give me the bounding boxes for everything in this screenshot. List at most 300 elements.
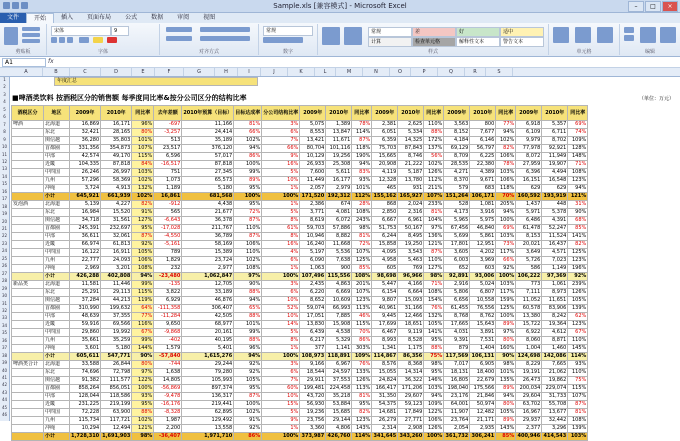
table-cell[interactable]: 2,850: [372, 209, 398, 217]
table-cell[interactable]: -9,478: [154, 393, 182, 401]
table-cell[interactable]: 122%: [132, 377, 154, 385]
row-header[interactable]: 11: [1, 151, 8, 157]
row-header[interactable]: 3: [3, 91, 6, 97]
table-cell[interactable]: 2,977: [182, 265, 234, 273]
table-cell[interactable]: 123%: [352, 297, 372, 305]
table-cell[interactable]: 125%: [568, 249, 588, 257]
table-cell[interactable]: 28,165: [101, 129, 132, 137]
table-cell[interactable]: 3,601: [70, 345, 101, 353]
cell-style-7[interactable]: 警告文本: [500, 37, 544, 47]
table-cell[interactable]: 232,697: [101, 225, 132, 233]
table-cell[interactable]: 中部: [44, 233, 70, 241]
table-cell[interactable]: 15,665: [372, 153, 398, 161]
table-cell[interactable]: 6,667: [372, 217, 398, 225]
table-cell[interactable]: 97,369: [542, 273, 568, 281]
table-cell[interactable]: 26,246: [70, 169, 101, 177]
table-cell[interactable]: 92%: [132, 241, 154, 249]
table-cell[interactable]: 102%: [234, 409, 262, 417]
row-header[interactable]: 46: [1, 412, 8, 418]
table-cell[interactable]: [12, 193, 44, 201]
table-cell[interactable]: 77,978: [516, 145, 542, 153]
table-cell[interactable]: 21,062: [542, 369, 568, 377]
table-cell[interactable]: 3,605: [444, 249, 470, 257]
row-header[interactable]: 4: [3, 99, 6, 105]
table-cell[interactable]: 76,556: [470, 305, 496, 313]
table-cell[interactable]: 111,577: [101, 377, 132, 385]
tab-5[interactable]: 数据: [151, 14, 164, 21]
table-cell[interactable]: 10,129: [300, 153, 326, 161]
table-cell[interactable]: 5,024: [470, 281, 496, 289]
tab-1[interactable]: 开始: [26, 13, 54, 23]
table-cell[interactable]: 1,073: [154, 177, 182, 185]
table-cell[interactable]: 219,199: [101, 401, 132, 409]
table-cell[interactable]: 31,350: [372, 393, 398, 401]
table-cell[interactable]: [12, 401, 44, 409]
tab-6[interactable]: 审阅: [177, 14, 190, 21]
header-cell[interactable]: 2010年: [101, 106, 132, 121]
table-cell[interactable]: 172%: [424, 137, 444, 145]
table-cell[interactable]: 112%: [424, 177, 444, 185]
table-cell[interactable]: 66%: [262, 145, 300, 153]
table-cell[interactable]: 7,600: [300, 169, 326, 177]
table-cell[interactable]: 141%: [424, 329, 444, 337]
table-cell[interactable]: 87%: [234, 233, 262, 241]
table-cell[interactable]: 9,391: [444, 337, 470, 345]
table-cell[interactable]: 98%: [424, 273, 444, 281]
table-cell[interactable]: 60,578: [516, 305, 542, 313]
table-cell[interactable]: 8,762: [470, 313, 496, 321]
table-cell[interactable]: 126%: [352, 377, 372, 385]
table-cell[interactable]: [12, 385, 44, 393]
font-size-select[interactable]: 9: [111, 26, 129, 36]
table-cell[interactable]: 106%: [424, 417, 444, 425]
table-cell[interactable]: 229,074: [542, 385, 568, 393]
table-cell[interactable]: 8,576: [372, 361, 398, 369]
table-cell[interactable]: 101%: [132, 137, 154, 145]
table-cell[interactable]: 211,767: [182, 225, 234, 233]
table-cell[interactable]: 106,171: [471, 193, 495, 199]
table-cell[interactable]: 331,356: [70, 145, 101, 153]
table-cell[interactable]: 100%: [234, 193, 262, 201]
table-cell[interactable]: 8%: [262, 233, 300, 241]
table-cell[interactable]: 96%: [132, 121, 154, 129]
table-cell[interactable]: 858,264: [70, 385, 101, 393]
table-cell[interactable]: [12, 177, 44, 185]
table-cell[interactable]: 13,558: [182, 425, 234, 433]
table-cell[interactable]: 141%: [568, 233, 588, 241]
table-cell[interactable]: 76%: [352, 361, 372, 369]
table-cell[interactable]: 97%: [496, 329, 516, 337]
row-header[interactable]: 34: [1, 322, 8, 328]
table-cell[interactable]: 2,908: [398, 425, 424, 433]
header-cell[interactable]: 2010年: [470, 106, 496, 121]
table-cell[interactable]: 231,225: [70, 401, 101, 409]
table-cell[interactable]: 101%: [234, 321, 262, 329]
table-cell[interactable]: 78%: [352, 121, 372, 129]
table-cell[interactable]: [12, 305, 44, 313]
table-cell[interactable]: 関信越: [44, 217, 70, 225]
table-cell[interactable]: 6,664: [398, 289, 424, 297]
table-cell[interactable]: 106,222: [517, 273, 541, 279]
table-cell[interactable]: 17,699: [372, 321, 398, 329]
table-cell[interactable]: 81%: [424, 209, 444, 217]
table-cell[interactable]: 6,220: [300, 289, 326, 297]
table-cell[interactable]: 193,919: [543, 193, 567, 199]
table-cell[interactable]: 82%: [352, 409, 372, 417]
table-cell[interactable]: 3,916: [470, 209, 496, 217]
table-cell[interactable]: 31%: [568, 201, 588, 209]
table-cell[interactable]: 109%: [352, 353, 372, 361]
table-cell[interactable]: 88%: [424, 129, 444, 137]
table-cell[interactable]: 94%: [132, 273, 154, 281]
table-cell[interactable]: 306,241: [471, 433, 495, 439]
table-cell[interactable]: 49,170: [101, 153, 132, 161]
table-cell[interactable]: -8,328: [154, 409, 182, 417]
table-cell[interactable]: 15,858: [372, 241, 398, 249]
row-header[interactable]: 6: [3, 114, 6, 120]
table-cell[interactable]: 19,191: [516, 369, 542, 377]
table-cell[interactable]: 3,771: [300, 209, 326, 217]
table-cell[interactable]: [12, 313, 44, 321]
table-cell[interactable]: 110%: [234, 225, 262, 233]
table-cell[interactable]: 7,111: [516, 289, 542, 297]
table-cell[interactable]: 6,359: [372, 137, 398, 145]
font-name-select[interactable]: 宋体: [51, 26, 111, 36]
table-cell[interactable]: 7,531: [470, 337, 496, 345]
table-cell[interactable]: 1,829: [154, 257, 182, 265]
table-cell[interactable]: 13,780: [398, 177, 424, 185]
table-cell[interactable]: 北海道: [44, 121, 70, 129]
table-cell[interactable]: 122%: [424, 409, 444, 417]
table-cell[interactable]: 132%: [424, 313, 444, 321]
table-cell[interactable]: 105%: [234, 377, 262, 385]
table-cell[interactable]: 32,442: [542, 417, 568, 425]
table-cell[interactable]: 603: [470, 265, 496, 273]
table-cell[interactable]: 11,907: [444, 409, 470, 417]
table-cell[interactable]: 5,611: [326, 169, 352, 177]
table-cell[interactable]: 11,052: [516, 297, 542, 305]
table-cell[interactable]: 24,414: [182, 129, 234, 137]
table-cell[interactable]: 108,973: [301, 353, 325, 359]
table-cell[interactable]: 143%: [352, 425, 372, 433]
table-cell[interactable]: 16,861: [154, 193, 182, 201]
table-cell[interactable]: 118,586: [101, 393, 132, 401]
table-cell[interactable]: 9,807: [372, 297, 398, 305]
table-cell[interactable]: 629: [542, 185, 568, 193]
row-header[interactable]: 28: [1, 278, 8, 284]
table-cell[interactable]: 66,974: [70, 241, 101, 249]
table-cell[interactable]: 1,389: [326, 121, 352, 129]
header-cell[interactable]: 同比率: [132, 106, 154, 121]
table-cell[interactable]: 1%: [262, 185, 300, 193]
table-cell[interactable]: 1,061: [542, 281, 568, 289]
table-cell[interactable]: 115,556: [327, 273, 351, 279]
table-cell[interactable]: [12, 233, 44, 241]
table-cell[interactable]: 29,607: [398, 393, 424, 401]
table-cell[interactable]: 3,201: [101, 265, 132, 273]
table-cell[interactable]: 681,568: [182, 193, 234, 201]
table-cell[interactable]: 69%: [496, 225, 516, 233]
row-header[interactable]: 27: [1, 270, 8, 276]
row-header[interactable]: 44: [1, 397, 8, 403]
table-cell[interactable]: 4,271: [444, 169, 470, 177]
table-cell[interactable]: 67%: [568, 329, 588, 337]
table-cell[interactable]: 69%: [568, 121, 588, 129]
table-cell[interactable]: [12, 209, 44, 217]
table-cell[interactable]: 82%: [568, 241, 588, 249]
table-cell[interactable]: 8,702: [542, 137, 568, 145]
table-cell[interactable]: 8,495: [398, 233, 424, 241]
table-cell[interactable]: [12, 425, 44, 433]
table-cell[interactable]: 17,665: [444, 321, 470, 329]
table-cell[interactable]: 57,296: [70, 177, 101, 185]
table-cell[interactable]: 18,651: [398, 321, 424, 329]
table-cell[interactable]: 4,095: [372, 249, 398, 257]
table-cell[interactable]: 108%: [568, 169, 588, 177]
table-cell[interactable]: 769: [398, 265, 424, 273]
table-cell[interactable]: 26,933: [300, 161, 326, 169]
table-cell[interactable]: 233%: [424, 201, 444, 209]
table-cell[interactable]: 114%: [352, 433, 372, 441]
table-cell[interactable]: 2,935: [470, 425, 496, 433]
table-cell[interactable]: 9%: [262, 153, 300, 161]
table-cell[interactable]: 小计: [44, 273, 70, 281]
paste-icon[interactable]: [4, 27, 18, 45]
table-cell[interactable]: 6%: [262, 129, 300, 137]
table-cell[interactable]: 16,548: [542, 177, 568, 185]
table-cell[interactable]: 35,803: [101, 137, 132, 145]
table-cell[interactable]: 中四国: [44, 409, 70, 417]
table-cell[interactable]: 100%: [262, 193, 300, 201]
table-cell[interactable]: 87%: [424, 249, 444, 257]
table-cell[interactable]: 205%: [496, 201, 516, 209]
table-cell[interactable]: 29,937: [516, 417, 542, 425]
row-header[interactable]: 31: [1, 300, 8, 306]
table-cell[interactable]: 11,949: [542, 153, 568, 161]
table-cell[interactable]: 113%: [352, 385, 372, 393]
table-cell[interactable]: 近畿: [44, 401, 70, 409]
table-cell[interactable]: 34,718: [70, 217, 101, 225]
table-cell[interactable]: 8,882: [326, 233, 352, 241]
column-header-D[interactable]: D: [101, 68, 132, 76]
row-header[interactable]: 41: [1, 375, 8, 380]
table-cell[interactable]: 87%: [568, 401, 588, 409]
table-cell[interactable]: 6,486: [516, 217, 542, 225]
table-cell[interactable]: 东北: [44, 209, 70, 217]
table-cell[interactable]: 7,017: [444, 361, 470, 369]
table-cell[interactable]: 5,965: [444, 217, 470, 225]
table-cell[interactable]: 97%: [424, 225, 444, 233]
table-cell[interactable]: 28%: [352, 201, 372, 209]
table-cell[interactable]: 115%: [568, 385, 588, 393]
table-cell[interactable]: 31,166: [398, 305, 424, 313]
tab-4[interactable]: 公式: [125, 14, 138, 21]
header-cell[interactable]: 同比率: [496, 106, 516, 121]
row-header[interactable]: 30: [1, 293, 8, 299]
table-cell[interactable]: 102%: [132, 417, 154, 425]
table-cell[interactable]: 108%: [568, 417, 588, 425]
table-cell[interactable]: 29,860: [70, 329, 101, 337]
table-cell[interactable]: 199,632: [101, 305, 132, 313]
table-cell[interactable]: 96,966: [398, 273, 424, 281]
table-cell[interactable]: 99%: [132, 281, 154, 289]
column-header-M[interactable]: M: [336, 68, 363, 76]
table-cell[interactable]: 6,439: [300, 329, 326, 337]
table-cell[interactable]: 东北: [44, 369, 70, 377]
table-cell[interactable]: 100%: [234, 161, 262, 169]
column-header-L[interactable]: L: [315, 68, 336, 76]
align-top-icon[interactable]: [166, 27, 192, 32]
table-cell[interactable]: 13,847: [326, 129, 352, 137]
table-cell[interactable]: 46,876: [182, 297, 234, 305]
table-cell[interactable]: 中部: [44, 393, 70, 401]
table-cell[interactable]: 116%: [132, 321, 154, 329]
table-cell[interactable]: 29,604: [516, 393, 542, 401]
table-cell[interactable]: 94%: [234, 297, 262, 305]
table-cell[interactable]: 171,206: [398, 385, 424, 393]
table-cell[interactable]: [12, 145, 44, 153]
table-cell[interactable]: 143%: [496, 425, 516, 433]
table-cell[interactable]: 中四国: [44, 169, 70, 177]
maximize-button[interactable]: □: [645, 1, 661, 12]
table-cell[interactable]: 465: [372, 185, 398, 193]
table-cell[interactable]: 71%: [424, 281, 444, 289]
table-cell[interactable]: 109%: [568, 137, 588, 145]
table-cell[interactable]: 5,197: [300, 249, 326, 257]
row-header[interactable]: 37: [1, 345, 8, 351]
table-cell[interactable]: 59,123: [398, 401, 424, 409]
table-cell[interactable]: 10,946: [300, 233, 326, 241]
table-cell[interactable]: 136%: [424, 233, 444, 241]
table-cell[interactable]: -11,284: [154, 313, 182, 321]
table-cell[interactable]: [12, 289, 44, 297]
table-cell[interactable]: -744: [154, 361, 182, 369]
table-cell[interactable]: 652: [444, 265, 470, 273]
table-cell[interactable]: 81%: [352, 393, 372, 401]
table-cell[interactable]: 5%: [262, 169, 300, 177]
table-cell[interactable]: 93,006: [470, 273, 496, 281]
table-cell[interactable]: 95%: [234, 201, 262, 209]
table-cell[interactable]: 4,166: [398, 281, 424, 289]
fill-color-icon[interactable]: [93, 37, 103, 43]
format-as-table-icon[interactable]: [344, 27, 362, 45]
table-cell[interactable]: 26,473: [516, 377, 542, 385]
table-cell[interactable]: 1,062,847: [182, 273, 234, 281]
table-cell[interactable]: 198,040: [444, 385, 470, 393]
table-cell[interactable]: 1%: [262, 425, 300, 433]
table-cell[interactable]: 79,280: [182, 369, 234, 377]
table-cell[interactable]: 68,977: [182, 321, 234, 329]
border-icon[interactable]: [79, 37, 89, 43]
merge-center-icon[interactable]: [200, 36, 250, 41]
row-header[interactable]: 45: [1, 404, 8, 410]
table-cell[interactable]: 61,478: [516, 225, 542, 233]
table-cell[interactable]: 16%: [262, 241, 300, 249]
table-cell[interactable]: 3,543: [398, 249, 424, 257]
worksheet[interactable]: [10, 77, 680, 439]
table-cell[interactable]: 3,822: [154, 289, 182, 297]
copy-icon[interactable]: [22, 33, 40, 37]
table-cell[interactable]: 897,374: [182, 385, 234, 393]
table-cell[interactable]: -912: [154, 201, 182, 209]
table-cell[interactable]: 5%: [262, 329, 300, 337]
table-cell[interactable]: 7,885: [326, 313, 352, 321]
table-cell[interactable]: 関信越: [44, 377, 70, 385]
table-cell[interactable]: 82%: [496, 145, 516, 153]
table-cell[interactable]: 54,375: [372, 401, 398, 409]
table-cell[interactable]: 6,217: [300, 337, 326, 345]
table-cell[interactable]: 25,291: [70, 289, 101, 297]
table-cell[interactable]: 5,806: [444, 289, 470, 297]
table-cell[interactable]: 129,492: [182, 417, 234, 425]
table-cell[interactable]: 1,081: [470, 201, 496, 209]
table-cell[interactable]: 78%: [496, 161, 516, 169]
table-cell[interactable]: 81%: [234, 121, 262, 129]
table-cell[interactable]: 146%: [424, 377, 444, 385]
column-header-H[interactable]: H: [215, 68, 238, 76]
table-cell[interactable]: 66%: [496, 257, 516, 265]
table-cell[interactable]: 84%: [132, 161, 154, 169]
autosum-icon[interactable]: [624, 27, 634, 33]
table-cell[interactable]: 62%: [568, 313, 588, 321]
table-cell[interactable]: 5,187: [398, 169, 424, 177]
table-cell[interactable]: 94%: [496, 209, 516, 217]
table-cell[interactable]: 95%: [424, 337, 444, 345]
table-cell[interactable]: 15,722: [516, 321, 542, 329]
table-cell[interactable]: 4%: [262, 249, 300, 257]
table-cell[interactable]: 18,400: [470, 369, 496, 377]
table-cell[interactable]: 3%: [262, 121, 300, 129]
table-cell[interactable]: 139%: [568, 305, 588, 313]
row-header[interactable]: 33: [1, 315, 8, 321]
table-cell[interactable]: [12, 217, 44, 225]
row-header[interactable]: 35: [1, 330, 8, 336]
table-cell[interactable]: 4,391: [542, 217, 568, 225]
table-cell[interactable]: 106%: [496, 153, 516, 161]
table-cell[interactable]: 113%: [352, 305, 372, 313]
table-cell[interactable]: [12, 409, 44, 417]
table-cell[interactable]: 1,460: [542, 345, 568, 353]
table-cell[interactable]: 8,871: [542, 337, 568, 345]
table-cell[interactable]: 90%: [132, 353, 154, 361]
table-cell[interactable]: 92%: [234, 425, 262, 433]
table-cell[interactable]: 36,789: [182, 233, 234, 241]
table-cell[interactable]: 7,023: [542, 257, 568, 265]
table-cell[interactable]: 95%: [132, 225, 154, 233]
table-cell[interactable]: 6,003: [444, 257, 470, 265]
table-cell[interactable]: 160,592: [517, 193, 541, 199]
table-cell[interactable]: 868: [372, 201, 398, 209]
row-header[interactable]: 15: [1, 181, 8, 187]
table-cell[interactable]: 190%: [352, 153, 372, 161]
table-cell[interactable]: 110%: [424, 257, 444, 265]
table-cell[interactable]: 199,481: [300, 385, 326, 393]
table-cell[interactable]: 144%: [132, 345, 154, 353]
table-cell[interactable]: 19,256: [326, 153, 352, 161]
fill-icon[interactable]: [624, 35, 634, 41]
table-cell[interactable]: 29,911: [300, 377, 326, 385]
table-cell[interactable]: 931: [398, 185, 424, 193]
number-format-select[interactable]: 常规: [263, 26, 313, 36]
table-cell[interactable]: 2,316: [398, 209, 424, 217]
table-cell[interactable]: 8,152: [444, 129, 470, 137]
row-header[interactable]: 19: [1, 211, 8, 217]
table-cell[interactable]: 63,900: [101, 409, 132, 417]
table-cell[interactable]: 75%: [424, 353, 444, 361]
table-cell[interactable]: 4,958: [372, 257, 398, 265]
percent-style-icon[interactable]: [263, 37, 303, 43]
table-cell[interactable]: 148%: [568, 153, 588, 161]
